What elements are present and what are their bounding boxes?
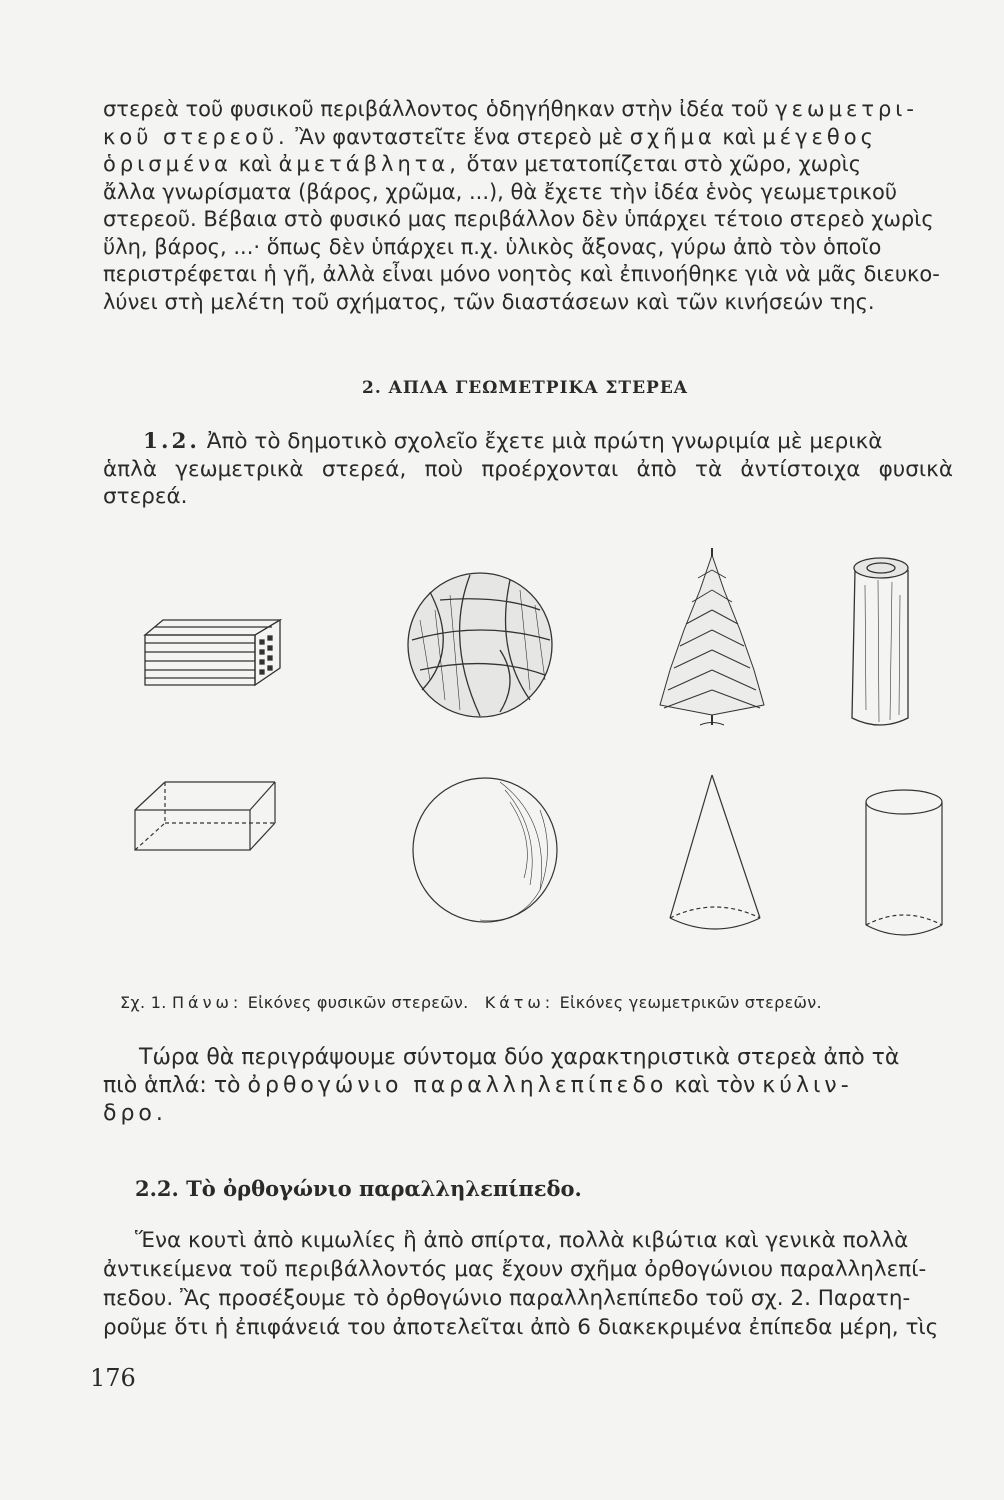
cone-outline <box>670 775 760 929</box>
text-line: καὶ τὸν <box>674 1073 756 1098</box>
caption-text: Εἰκόνες γεωμετρικῶν στερεῶν. <box>559 993 822 1012</box>
emphasis-text: σχῆμα <box>629 124 716 149</box>
text-line: λύνει στὴ μελέτη τοῦ σχήματος, τῶν διαστάσεων καὶ τῶν κινήσεών της. <box>103 289 875 314</box>
log-illustration <box>852 558 908 725</box>
text-line: πεδου. Ἂς προσέξουμε τὸ ὀρθογώνιο παραλληλεπίπεδο τοῦ σχ. 2. Παρατη- <box>103 1286 911 1311</box>
page-number: 176 <box>90 1364 136 1392</box>
emphasis-text: Πάνω: <box>171 993 243 1012</box>
caption-text: Εἰκόνες φυσικῶν στερεῶν. <box>247 993 469 1012</box>
tree-illustration <box>660 548 764 725</box>
emphasis-text: ὀρθογώνιο παραλληλεπίπεδο <box>247 1073 668 1098</box>
paragraph-solids-idea <box>103 96 953 316</box>
section-heading: 2. ΑΠΛΑ ΓΕΩΜΕΤΡΙΚΑ ΣΤΕΡΕΑ <box>362 378 688 398</box>
emphasis-text: Κάτω: <box>484 993 555 1012</box>
text-line: στερεοῦ. Βέβαια στὸ φυσικό μας περιβάλλον δὲν ὑπάρχει τέτοιο στερεὸ χωρὶς <box>103 207 934 231</box>
emphasis-text: ἀμετάβλητα, <box>278 152 460 176</box>
emphasis-text: κύλιν- <box>762 1073 853 1098</box>
text-line: καὶ <box>238 152 272 176</box>
paragraph-box-examples <box>103 1226 953 1342</box>
subsection-heading: 2.2. Τὸ ὀρθογώνιο παραλληλεπίπεδο. <box>135 1176 582 1201</box>
ball-illustration <box>408 573 552 717</box>
figure-caption <box>120 993 940 1012</box>
text-line: ἄλλα γνωρίσματα (βάρος, χρῶμα, ...), θὰ ἔχετε τὴν ἰδέα ἑνὸς γεωμετρικοῦ <box>103 179 898 204</box>
text-line: ροῦμε ὅτι ἡ ἐπιφάνειά του ἀποτελεῖται ἀπὸ 6 διακεκριμένα ἐπίπεδα μέρη, τὶς <box>103 1315 939 1340</box>
emphasis-text: δρο. <box>103 1101 167 1126</box>
text-line: στερεὰ τοῦ φυσικοῦ περιβάλλοντος ὁδηγήθηκαν στὴν ἰδέα τοῦ <box>103 97 769 121</box>
paragraph-two-solids <box>103 1044 953 1128</box>
caption-label: Σχ. 1. <box>120 993 167 1012</box>
text-line: ἁπλὰ γεωμετρικὰ στερεά, ποὺ προέρχονται ἀπὸ τὰ ἀντίστοιχα φυσικὰ στερεά. <box>103 456 953 509</box>
text-line: ὕλη, βάρος, ...· ὅπως δὲν ὑπάρχει π.χ. ὑλικὸς ἄξονας, γύρω ἀπὸ τὸν ὁποῖο <box>103 234 882 259</box>
text-line: περιστρέφεται ἡ γῆ, ἀλλὰ εἶναι μόνο νοητὸς καὶ ἐπινοήθηκε γιὰ νὰ μᾶς διευκο- <box>103 262 940 286</box>
box-outline <box>135 782 275 850</box>
text-line: καὶ <box>722 124 756 149</box>
brick-illustration <box>145 620 280 685</box>
text-line: Ἕνα κουτὶ ἀπὸ κιμωλίες ἢ ἀπὸ σπίρτα, πολλὰ κιβώτια καὶ γενικὰ πολλὰ <box>135 1228 909 1253</box>
paragraph-number: 1.2. <box>143 429 200 454</box>
text-line: Τώρα θὰ περιγράψουμε σύντομα δύο χαρακτηριστικὰ στερεὰ ἀπὸ τὰ <box>139 1045 900 1070</box>
text-line: Ἂν φανταστεῖτε ἕνα στερεὸ μὲ <box>295 124 624 149</box>
text-line: ὅταν μετατοπίζεται στὸ χῶρο, χωρὶς <box>466 152 862 176</box>
text-line: πιὸ ἁπλά: τὸ <box>103 1073 241 1098</box>
text-line: Ἀπὸ τὸ δημοτικὸ σχολεῖο ἔχετε μιὰ πρώτη γνωριμία μὲ μερικὰ <box>206 429 883 454</box>
emphasis-text: γεωμετρι- <box>775 97 918 121</box>
sphere-outline <box>413 778 557 922</box>
emphasis-text: ὁρισμένα <box>103 152 232 176</box>
cylinder-outline <box>866 790 942 935</box>
text-line: ἀντικείμενα τοῦ περιβάλλοντός μας ἔχουν σχῆμα ὀρθογώνιου παραλληλεπί- <box>103 1257 927 1282</box>
emphasis-text: μέγεθος <box>762 124 877 149</box>
figure-solids <box>100 540 950 960</box>
paragraph-simple-solids <box>103 428 953 511</box>
emphasis-text: κοῦ στερεοῦ. <box>103 124 289 149</box>
